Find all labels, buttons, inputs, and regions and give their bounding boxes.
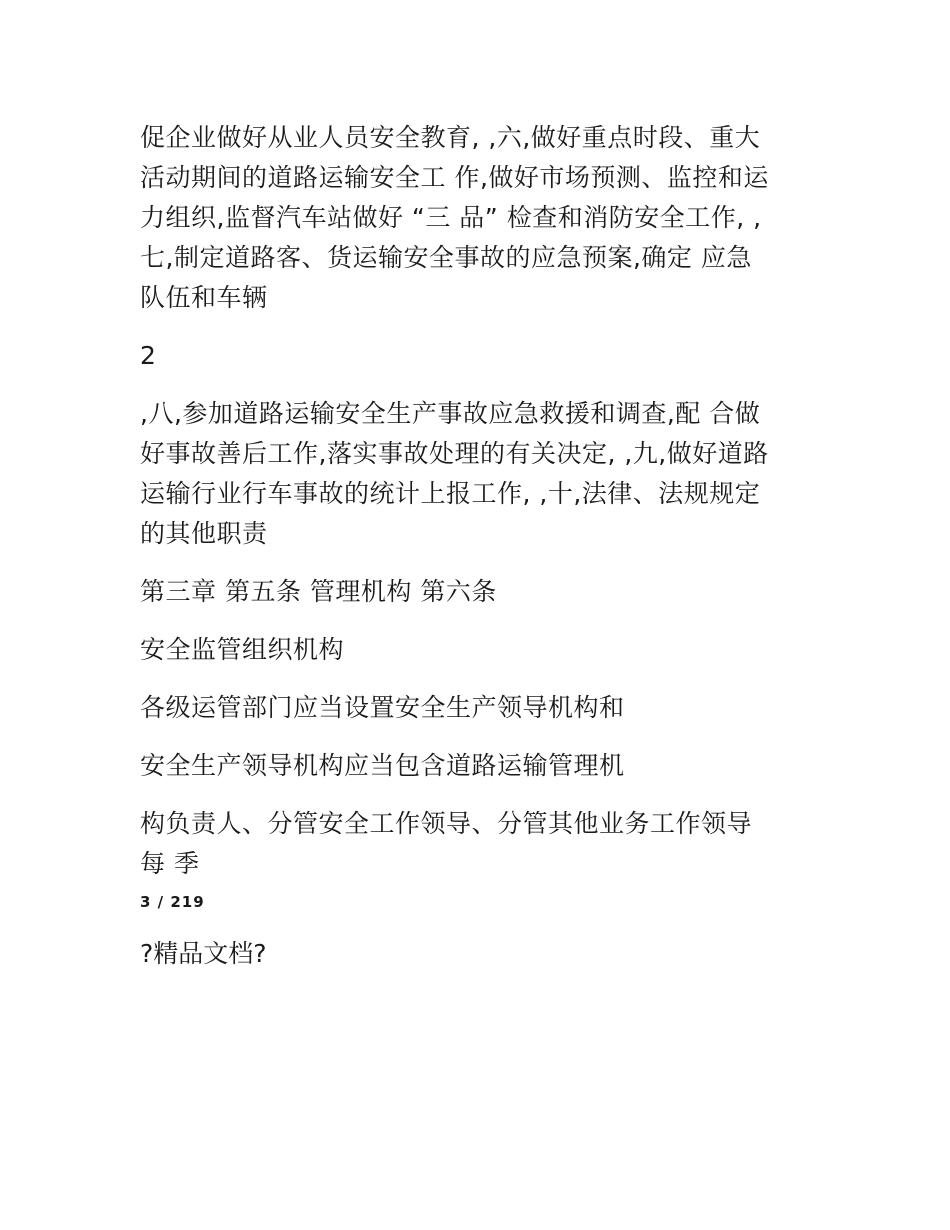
text-line: 的其他职责	[140, 519, 268, 548]
paragraph-leadership	[140, 804, 820, 884]
text-line: 构负责人、分管安全工作领导、分管其他业务工作领导	[140, 809, 753, 838]
text-line: 力组织,监督汽车站做好 “三 品” 检查和消防安全工作, ,	[140, 203, 762, 232]
text-line: 好事故善后工作,落实事故处理的有关决定, ,九,做好道路	[140, 439, 769, 468]
text-line: 促企业做好从业人员安全教育, ,六,做好重点时段、重大	[140, 123, 761, 152]
text-line: 队伍和车辆	[140, 283, 268, 312]
text-line: ,八,参加道路运输安全生产事故应急救援和调查,配 合做	[140, 399, 761, 428]
text-line: 七,制定道路客、货运输安全事故的应急预案,确定 应急	[140, 243, 752, 272]
section-dept-line: 各级运管部门应当设置安全生产领导机构和	[140, 693, 625, 722]
text-line: 活动期间的道路运输安全工 作,做好市场预测、监控和运	[140, 163, 769, 192]
paragraph-duties-8-10	[140, 394, 820, 554]
chapter-heading: 第三章 第五条 管理机构 第六条	[140, 577, 497, 606]
page-number: 3 / 219	[140, 893, 205, 911]
document-page	[140, 118, 820, 974]
number-line: 2	[140, 341, 157, 370]
footer-title: ?精品文档?	[140, 939, 267, 968]
text-line: 每 季	[140, 849, 200, 878]
paragraph-duties-6-7	[140, 118, 820, 318]
text-line: 运输行业行车事故的统计上报工作, ,十,法律、法规规定	[140, 479, 761, 508]
section-lead-line: 安全生产领导机构应当包含道路运输管理机	[140, 751, 625, 780]
section-org-title: 安全监管组织机构	[140, 635, 345, 664]
